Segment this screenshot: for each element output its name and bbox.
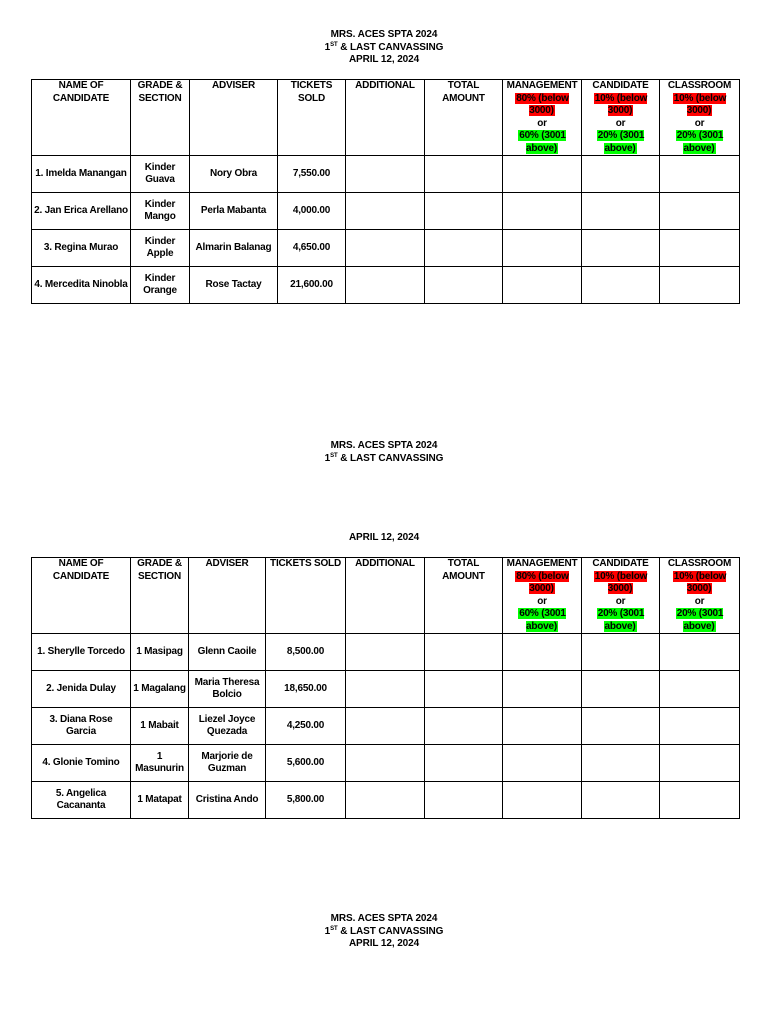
- col-additional: ADDITIONAL: [346, 80, 425, 156]
- table-row: [32, 671, 740, 708]
- table-header-row: [32, 558, 740, 634]
- above-rate: 20% (3001 above): [597, 608, 645, 632]
- col-name: NAME OF CANDIDATE: [32, 80, 131, 156]
- tickets-sold: 5,800.00: [266, 782, 346, 819]
- table-row: [32, 745, 740, 782]
- above-rate: 20% (3001 above): [676, 608, 724, 632]
- col-total: TOTAL AMOUNT: [425, 558, 503, 634]
- col-grade: GRADE & SECTION: [131, 80, 190, 156]
- col-classroom: CLASSROOM 10% (below 3000) or 20% (3001 above): [660, 80, 740, 156]
- below-rate: 80% (below 3000): [516, 92, 569, 116]
- management-cell: [503, 156, 582, 193]
- classroom-cell: [660, 267, 740, 304]
- tickets-sold: 8,500.00: [266, 634, 346, 671]
- additional-cell: [346, 782, 425, 819]
- total-cell: [425, 267, 503, 304]
- canvass-table-kinder: [31, 79, 740, 304]
- below-rate: 10% (below 3000): [673, 92, 727, 116]
- canvass-date: APRIL 12, 2024: [348, 938, 420, 949]
- below-rate: 80% (below 3000): [516, 570, 569, 594]
- total-cell: [425, 782, 503, 819]
- management-cell: [503, 745, 582, 782]
- above-rate: 20% (3001 above): [676, 130, 724, 154]
- candidate-cell: [582, 634, 660, 671]
- adviser: Marjorie de Guzman: [189, 745, 266, 782]
- candidate-name: 1. Sherylle Torcedo: [32, 634, 131, 671]
- management-cell: [503, 193, 582, 230]
- additional-cell: [346, 634, 425, 671]
- grade-section: Kinder Guava: [131, 156, 190, 193]
- grade-section: 1 Masipag: [131, 634, 189, 671]
- event-title: MRS. ACES SPTA 2024: [330, 29, 438, 40]
- tickets-sold: 7,550.00: [278, 156, 346, 193]
- additional-cell: [346, 267, 425, 304]
- tickets-sold: 21,600.00: [278, 267, 346, 304]
- below-rate: 10% (below 3000): [673, 570, 727, 594]
- table-row: [32, 634, 740, 671]
- canvassing-line: 1ST & LAST CANVASSING: [324, 452, 444, 464]
- tickets-sold: 18,650.00: [266, 671, 346, 708]
- table-row: [32, 267, 740, 304]
- candidate-name: 2. Jenida Dulay: [32, 671, 131, 708]
- candidate-cell: [582, 708, 660, 745]
- above-rate: 60% (3001 above): [519, 608, 566, 632]
- col-grade: GRADE & SECTION: [131, 558, 189, 634]
- canvassing-line: 1ST & LAST CANVASSING: [324, 41, 444, 53]
- management-cell: [503, 230, 582, 267]
- table-row: [32, 708, 740, 745]
- adviser: Rose Tactay: [190, 267, 278, 304]
- additional-cell: [346, 193, 425, 230]
- candidate-name: 5. Angelica Cacananta: [32, 782, 131, 819]
- candidate-cell: [582, 230, 660, 267]
- col-classroom: CLASSROOM 10% (below 3000) or 20% (3001 above): [660, 558, 740, 634]
- col-management: MANAGEMENT 80% (below 3000) or 60% (3001 above): [503, 558, 582, 634]
- management-cell: [503, 671, 582, 708]
- tickets-sold: 4,250.00: [266, 708, 346, 745]
- grade-section: Kinder Apple: [131, 230, 190, 267]
- col-adviser: ADVISER: [190, 80, 278, 156]
- additional-cell: [346, 230, 425, 267]
- col-tickets: TICKETS SOLD: [266, 558, 346, 634]
- total-cell: [425, 156, 503, 193]
- management-cell: [503, 267, 582, 304]
- classroom-cell: [660, 671, 740, 708]
- adviser: Cristina Ando: [189, 782, 266, 819]
- candidate-name: 2. Jan Erica Arellano: [32, 193, 131, 230]
- grade-section: Kinder Mango: [131, 193, 190, 230]
- adviser: Maria Theresa Bolcio: [189, 671, 266, 708]
- additional-cell: [346, 745, 425, 782]
- candidate-name: 4. Mercedita Ninobla: [32, 267, 131, 304]
- col-candidate: CANDIDATE 10% (below 3000) or 20% (3001 above): [582, 558, 660, 634]
- candidate-name: 3. Regina Murao: [32, 230, 131, 267]
- classroom-cell: [660, 634, 740, 671]
- classroom-cell: [660, 745, 740, 782]
- classroom-cell: [660, 708, 740, 745]
- canvass-table-grade1: [31, 557, 740, 819]
- adviser: Almarin Balanag: [190, 230, 278, 267]
- canvass-date: APRIL 12, 2024: [348, 54, 420, 65]
- col-adviser: ADVISER: [189, 558, 266, 634]
- candidate-cell: [582, 156, 660, 193]
- table-row: [32, 782, 740, 819]
- management-cell: [503, 708, 582, 745]
- col-additional: ADDITIONAL: [346, 558, 425, 634]
- adviser: Liezel Joyce Quezada: [189, 708, 266, 745]
- candidate-cell: [582, 671, 660, 708]
- additional-cell: [346, 671, 425, 708]
- candidate-cell: [582, 267, 660, 304]
- col-tickets: TICKETS SOLD: [278, 80, 346, 156]
- header-block-1: [0, 29, 768, 67]
- classroom-cell: [660, 230, 740, 267]
- total-cell: [425, 634, 503, 671]
- grade-section: 1 Mabait: [131, 708, 189, 745]
- total-cell: [425, 230, 503, 267]
- below-rate: 10% (below 3000): [594, 570, 648, 594]
- grade-section: 1 Magalang: [131, 671, 189, 708]
- total-cell: [425, 193, 503, 230]
- event-title: MRS. ACES SPTA 2024: [330, 913, 438, 924]
- total-cell: [425, 708, 503, 745]
- management-cell: [503, 782, 582, 819]
- candidate-name: 3. Diana Rose Garcia: [32, 708, 131, 745]
- additional-cell: [346, 708, 425, 745]
- table-row: [32, 156, 740, 193]
- col-total: TOTAL AMOUNT: [425, 80, 503, 156]
- table-row: [32, 193, 740, 230]
- header-block-2: [0, 440, 768, 465]
- col-management: MANAGEMENT 80% (below 3000) or 60% (3001 above): [503, 80, 582, 156]
- canvassing-line: 1ST & LAST CANVASSING: [324, 925, 444, 937]
- classroom-cell: [660, 782, 740, 819]
- management-cell: [503, 634, 582, 671]
- above-rate: 60% (3001 above): [519, 130, 566, 154]
- adviser: Perla Mabanta: [190, 193, 278, 230]
- adviser: Nory Obra: [190, 156, 278, 193]
- below-rate: 10% (below 3000): [594, 92, 648, 116]
- table-row: [32, 230, 740, 267]
- grade-section: Kinder Orange: [131, 267, 190, 304]
- tickets-sold: 4,650.00: [278, 230, 346, 267]
- canvass-date: APRIL 12, 2024: [348, 532, 420, 543]
- header-block-3: [0, 913, 768, 951]
- adviser: Glenn Caoile: [189, 634, 266, 671]
- col-candidate: CANDIDATE 10% (below 3000) or 20% (3001 above): [582, 80, 660, 156]
- candidate-cell: [582, 782, 660, 819]
- tickets-sold: 4,000.00: [278, 193, 346, 230]
- grade-section: 1 Matapat: [131, 782, 189, 819]
- total-cell: [425, 671, 503, 708]
- candidate-name: 1. Imelda Manangan: [32, 156, 131, 193]
- candidate-cell: [582, 745, 660, 782]
- col-name: NAME OF CANDIDATE: [32, 558, 131, 634]
- grade-section: 1 Masunurin: [131, 745, 189, 782]
- candidate-cell: [582, 193, 660, 230]
- candidate-name: 4. Glonie Tomino: [32, 745, 131, 782]
- classroom-cell: [660, 193, 740, 230]
- classroom-cell: [660, 156, 740, 193]
- table-header-row: [32, 80, 740, 156]
- above-rate: 20% (3001 above): [597, 130, 645, 154]
- total-cell: [425, 745, 503, 782]
- tickets-sold: 5,600.00: [266, 745, 346, 782]
- event-title: MRS. ACES SPTA 2024: [330, 440, 438, 451]
- additional-cell: [346, 156, 425, 193]
